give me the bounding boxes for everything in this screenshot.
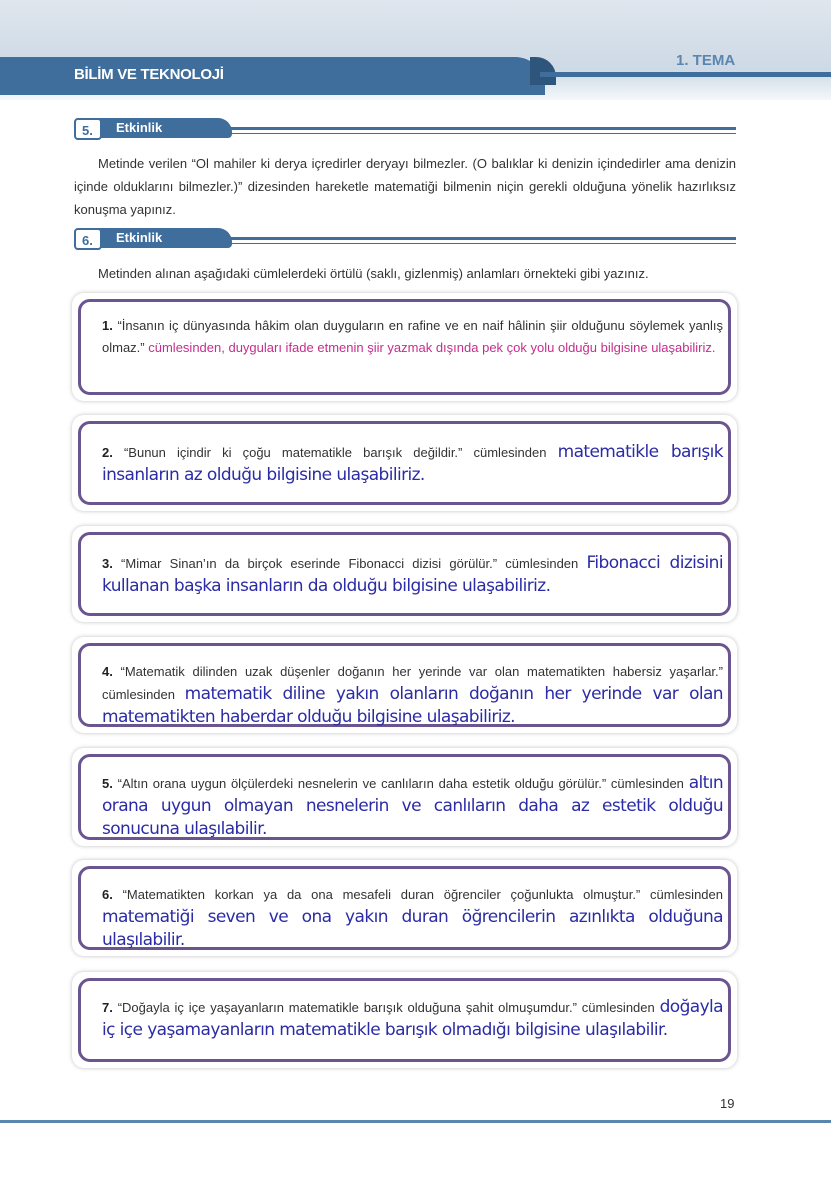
section-title: BİLİM VE TEKNOLOJİ — [74, 66, 224, 83]
activity-label: Etkinlik — [98, 118, 232, 138]
answer-box-7 — [72, 972, 737, 1068]
answer-box-5 — [72, 748, 737, 846]
question-text: “Altın orana uygun ölçülerdeki nesnelerin ve canlıların daha estetik olduğu görülür.” cümlesinden — [117, 776, 684, 791]
question-text: “Matematikten korkan ya da ona mesafeli duran öğrenciler çoğunlukta olmuştur.” cümlesinden — [122, 887, 723, 902]
answer-text: matematikle barışık insanların az olduğu bilgisine ulaşabiliriz. — [102, 442, 723, 485]
activity-6-heading — [74, 228, 734, 252]
activity-label: Etkinlik — [98, 228, 232, 248]
question-number: 5. — [102, 776, 113, 791]
header-band — [540, 72, 831, 77]
question-number: 7. — [102, 1000, 113, 1015]
answer-text: doğayla iç içe yaşamayanların matematikle barışık olmadığı bilgisine ulaşılabilir. — [102, 997, 723, 1040]
activity-number: 5. — [74, 118, 102, 140]
answer-text: matematik diline yakın olanların doğanın her yerinde var olan matematikten haberdar olduğu bilgisine ulaşabiliriz. — [102, 684, 723, 727]
question-text: “Matematik dilinden uzak düşenler doğanın her yerinde var olan matematikten habersiz yaşarlar.” cümlesinden — [102, 664, 723, 702]
question — [102, 552, 723, 598]
answer-box-3 — [72, 526, 737, 622]
question-number: 6. — [102, 887, 113, 902]
answer-text: Fibonacci dizisini kullanan başka insanların da olduğu bilgisine ulaşabiliriz. — [102, 553, 723, 596]
answer-box-2 — [72, 415, 737, 511]
activity-number: 6. — [74, 228, 102, 250]
answer-text: altın orana uygun olmayan nesnelerin ve canlıların daha az estetik olduğu sonucuna ulaşılabilir. — [102, 773, 723, 839]
question-number: 3. — [102, 556, 113, 571]
question — [102, 884, 723, 952]
question — [102, 315, 723, 359]
answer-box-1 — [72, 293, 737, 401]
answer-box-4 — [72, 637, 737, 733]
question — [102, 441, 723, 487]
question-number: 1. — [102, 318, 113, 333]
page-number: 19 — [720, 1096, 735, 1111]
question-text: “Bunun içindir ki çoğu matematikle barışık değildir.” cümlesinden — [123, 445, 547, 460]
question-number: 2. — [102, 445, 113, 460]
footer-line — [0, 1120, 831, 1123]
question-text: “İnsanın iç dünyasında hâkim olan duyguların en rafine ve en naif hâlinin şiir olduğunu söylemek yanlış olmaz.” — [102, 318, 723, 355]
question — [102, 772, 723, 841]
question — [102, 996, 723, 1042]
answer-box-6 — [72, 860, 737, 956]
question-text: “Doğayla iç içe yaşayanların matematikle barışık olduğuna şahit olmuşumdur.” cümlesinden — [117, 1000, 655, 1015]
activity-5-heading — [74, 118, 734, 142]
theme-label: 1. TEMA — [676, 52, 736, 69]
question-text: “Mimar Sinan’ın da birçok eserinde Fibonacci dizisi görülür.” cümlesinden — [121, 556, 579, 571]
question-number: 4. — [102, 664, 113, 679]
answer-text: matematiği seven ve ona yakın duran öğrencilerin azınlıkta olduğuna ulaşılabilir. — [102, 907, 723, 950]
answer-text: cümlesinden, duyguları ifade etmenin şiir yazmak dışında pek çok yolu olduğu bilgisine ulaşabiliriz. — [148, 340, 716, 355]
question — [102, 661, 723, 729]
activity-6-instruction: Metinden alınan aşağıdaki cümlelerdeki örtülü (saklı, gizlenmiş) anlamları örnekteki gibi yazınız. — [98, 266, 649, 281]
activity-5-text: Metinde verilen “Ol mahiler ki derya içredirler deryayı bilmezler. (O balıklar ki denizin içindedirler ama denizin içinde olduklarını bilmezler.)” dizesinden hareketle matematiği bilmenin niçin gerekli olduğuna yönelik hazırlıksız konuşma yapınız. — [74, 156, 736, 217]
